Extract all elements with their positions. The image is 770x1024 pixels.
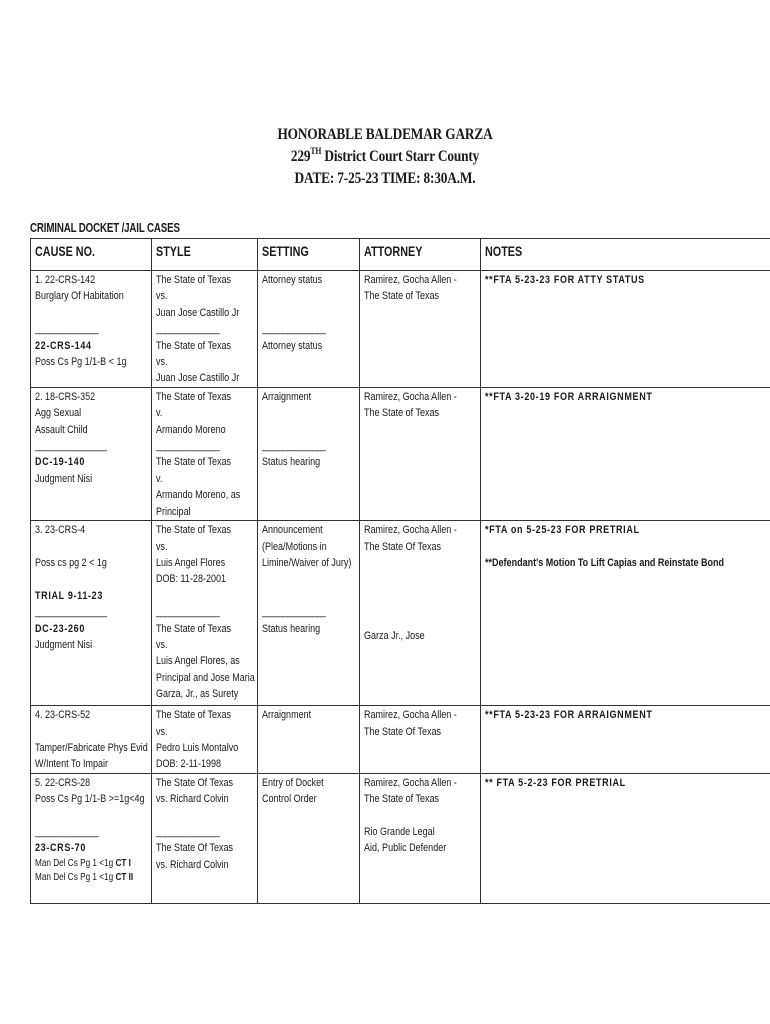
- style-line: The State of Texas: [156, 709, 232, 722]
- setting-line: Status hearing: [262, 622, 321, 635]
- cause-cell: [31, 773, 152, 903]
- count-description: Man Del Cs Pg 1 <1g: [35, 857, 116, 869]
- docket-header: [54, 124, 716, 190]
- style-line: Principal: [156, 505, 191, 518]
- setting-line: Limine/Waiver of Jury): [262, 556, 352, 569]
- style-line: Principal and Jose Maria: [156, 671, 255, 684]
- style-cell: [152, 387, 258, 520]
- spacer: [262, 588, 359, 604]
- cause-cell: [31, 521, 152, 706]
- divider-line: _______________: [156, 323, 219, 336]
- style-cell: [152, 773, 258, 903]
- style-line: vs.: [156, 356, 168, 369]
- cause-offense: Tamper/Fabricate Phys Evid: [35, 741, 148, 754]
- court-name-rest: District Court Starr County: [321, 148, 480, 165]
- setting-cell: [258, 521, 360, 706]
- style-line: vs.: [156, 290, 168, 303]
- column-header-cause: [31, 239, 152, 271]
- style-line: vs.: [156, 725, 168, 738]
- column-header-setting-label: SETTING: [262, 244, 309, 259]
- trial-date: TRIAL 9-11-23: [35, 589, 104, 602]
- style-line: Luis Angel Flores: [156, 556, 226, 569]
- style-line: The State of Texas: [156, 524, 232, 537]
- cause-number: 3. 23-CRS-4: [35, 524, 86, 537]
- attorney-cell: [360, 773, 481, 903]
- notes-line: **FTA 5-23-23 FOR ATTY STATUS: [485, 274, 645, 286]
- style-cell: [152, 521, 258, 706]
- count-label: CT I: [115, 857, 131, 869]
- cause-cell: [31, 706, 152, 774]
- divider-line: _________________: [35, 440, 107, 453]
- cause-offense: Assault Child: [35, 423, 88, 436]
- setting-line: Arraignment: [262, 709, 312, 722]
- cause-number: 22-CRS-144: [35, 339, 92, 352]
- style-line: The State of Texas: [156, 456, 232, 469]
- style-line: DOB: 2-11-1998: [156, 758, 222, 771]
- style-line: The State of Texas: [156, 339, 232, 352]
- setting-line: Status hearing: [262, 456, 321, 469]
- divider-line: _______________: [156, 440, 219, 453]
- divider-line: _______________: [262, 606, 325, 619]
- section-title: CRIMINAL DOCKET /JAIL CASES: [30, 221, 180, 235]
- style-line: Armando Moreno, as: [156, 489, 241, 502]
- attorney-line: Rio Grande Legal: [364, 825, 435, 838]
- style-line: The State Of Texas: [156, 776, 234, 789]
- divider-line: _________________: [35, 606, 107, 619]
- spacer: [262, 405, 359, 421]
- divider-line: _______________: [156, 825, 219, 838]
- column-header-style-label: STYLE: [156, 244, 191, 259]
- attorney-cell: [360, 521, 481, 706]
- divider-line: _______________: [35, 825, 98, 838]
- spacer: [35, 539, 151, 555]
- table-row: [31, 387, 770, 520]
- attorney-line: The State of Texas: [364, 290, 440, 303]
- cause-number: DC-23-260: [35, 622, 86, 635]
- attorney-line: The State Of Texas: [364, 540, 442, 553]
- style-line: The State Of Texas: [156, 842, 234, 855]
- attorney-line: Ramirez, Gocha Allen -: [364, 709, 457, 722]
- divider-line: _______________: [262, 323, 325, 336]
- notes-cell: [481, 773, 770, 903]
- cause-cell: [31, 271, 152, 388]
- cause-offense: Poss Cs Pg 1/1-B >=1g<4g: [35, 793, 145, 806]
- column-header-attorney-label: ATTORNEY: [364, 244, 423, 259]
- setting-cell: [258, 706, 360, 774]
- cause-number: 1. 22-CRS-142: [35, 274, 96, 286]
- spacer: [364, 555, 480, 571]
- style-line: Juan Jose Castillo Jr: [156, 306, 240, 319]
- spacer: [364, 588, 480, 604]
- count-label: CT II: [115, 871, 134, 883]
- table-row: [31, 521, 770, 706]
- style-line: The State of Texas: [156, 622, 232, 635]
- style-line: The State of Texas: [156, 274, 232, 286]
- style-line: Armando Moreno: [156, 423, 226, 436]
- cause-number: 23-CRS-70: [35, 842, 87, 855]
- docket-date-time: DATE: 7-25-23 TIME: 8:30A.M.: [294, 170, 476, 187]
- notes-cell: [481, 271, 770, 388]
- divider-line: _______________: [35, 323, 98, 336]
- cause-offense: Judgment Nisi: [35, 638, 93, 651]
- style-cell: [152, 271, 258, 388]
- court-ordinal: 229: [290, 148, 311, 165]
- spacer: [364, 620, 480, 628]
- attorney-cell: [360, 706, 481, 774]
- judge-name: HONORABLE BALDEMAR GARZA: [277, 126, 493, 143]
- notes-line: **Defendant's Motion To Lift Capias and Reinstate Bond: [485, 556, 725, 569]
- style-line: vs.: [156, 540, 168, 553]
- cause-offense: [35, 857, 151, 871]
- spacer: [262, 288, 359, 304]
- divider-line: _______________: [156, 606, 219, 619]
- cause-cell: [31, 387, 152, 520]
- spacer: [35, 808, 151, 824]
- setting-line: (Plea/Motions in: [262, 540, 327, 553]
- column-header-notes-label: NOTES: [485, 244, 523, 259]
- style-line: vs. Richard Colvin: [156, 793, 229, 806]
- notes-cell: [481, 387, 770, 520]
- cause-offense: Agg Sexual: [35, 407, 82, 420]
- setting-cell: [258, 773, 360, 903]
- table-row: [31, 271, 770, 388]
- style-line: Juan Jose Castillo Jr: [156, 372, 240, 385]
- setting-cell: [258, 271, 360, 388]
- spacer: [262, 571, 359, 587]
- attorney-line: Ramirez, Gocha Allen -: [364, 390, 457, 403]
- attorney-line: Garza Jr., Jose: [364, 630, 425, 643]
- court-name: [54, 146, 716, 168]
- cause-number: 4. 23-CRS-52: [35, 709, 91, 722]
- setting-line: Control Order: [262, 793, 317, 806]
- style-line: The State of Texas: [156, 390, 232, 403]
- style-line: DOB: 11-28-2001: [156, 573, 227, 586]
- spacer: [262, 305, 359, 321]
- spacer: [35, 571, 151, 587]
- notes-cell: [481, 706, 770, 774]
- table-row: [31, 706, 770, 774]
- table-header-row: [31, 239, 770, 271]
- column-header-cause-label: CAUSE NO.: [35, 244, 96, 259]
- notes-cell: [481, 521, 770, 706]
- count-description: Man Del Cs Pg 1 <1g: [35, 871, 116, 883]
- column-header-style: [152, 239, 258, 271]
- spacer: [35, 724, 151, 740]
- spacer: [364, 604, 480, 620]
- style-cell: [152, 706, 258, 774]
- attorney-line: Ramirez, Gocha Allen -: [364, 776, 457, 789]
- style-line: vs. Richard Colvin: [156, 858, 229, 871]
- setting-cell: [258, 387, 360, 520]
- attorney-line: The State of Texas: [364, 793, 440, 806]
- notes-line: **FTA 3-20-19 FOR ARRAIGNMENT: [485, 390, 653, 403]
- cause-number: 2. 18-CRS-352: [35, 390, 96, 403]
- spacer: [364, 808, 480, 824]
- table-row: [31, 773, 770, 903]
- setting-line: Announcement: [262, 524, 323, 537]
- cause-offense: [35, 871, 151, 885]
- column-header-setting: [258, 239, 360, 271]
- spacer: [364, 571, 480, 587]
- style-line: vs.: [156, 638, 168, 651]
- cause-number: 5. 22-CRS-28: [35, 776, 91, 789]
- cause-offense: Poss cs pg 2 < 1g: [35, 556, 107, 569]
- setting-line: Attorney status: [262, 274, 323, 286]
- notes-line: **FTA 5-23-23 FOR ARRAIGNMENT: [485, 709, 653, 722]
- setting-line: Entry of Docket: [262, 776, 324, 789]
- attorney-line: The State of Texas: [364, 407, 440, 420]
- divider-line: _______________: [262, 440, 325, 453]
- attorney-line: Ramirez, Gocha Allen -: [364, 274, 457, 286]
- column-header-notes: [481, 239, 770, 271]
- cause-number: DC-19-140: [35, 456, 86, 469]
- spacer: [156, 808, 257, 824]
- attorney-line: Ramirez, Gocha Allen -: [364, 524, 457, 537]
- attorney-line: Aid, Public Defender: [364, 842, 447, 855]
- court-ordinal-suffix: TH: [310, 146, 322, 156]
- spacer: [485, 539, 770, 555]
- cause-offense: W/Intent To Impair: [35, 758, 109, 771]
- spacer: [35, 305, 151, 321]
- setting-line: Attorney status: [262, 339, 323, 352]
- style-line: Garza, Jr., as Surety: [156, 688, 239, 701]
- style-line: Luis Angel Flores, as: [156, 655, 240, 668]
- attorney-cell: [360, 387, 481, 520]
- spacer: [156, 588, 257, 604]
- setting-line: Arraignment: [262, 390, 312, 403]
- cause-offense: Burglary Of Habitation: [35, 290, 124, 303]
- column-header-attorney: [360, 239, 481, 271]
- docket-table: [30, 238, 770, 904]
- attorney-cell: [360, 271, 481, 388]
- notes-line: *FTA on 5-25-23 FOR PRETRIAL: [485, 524, 640, 537]
- cause-offense: Poss Cs Pg 1/1-B < 1g: [35, 356, 127, 369]
- style-line: v.: [156, 472, 163, 485]
- notes-line: ** FTA 5-2-23 FOR PRETRIAL: [485, 776, 626, 789]
- style-line: Pedro Luis Montalvo: [156, 741, 239, 754]
- attorney-line: The State Of Texas: [364, 725, 442, 738]
- cause-offense: Judgment Nisi: [35, 472, 93, 485]
- style-line: v.: [156, 407, 163, 420]
- spacer: [262, 422, 359, 438]
